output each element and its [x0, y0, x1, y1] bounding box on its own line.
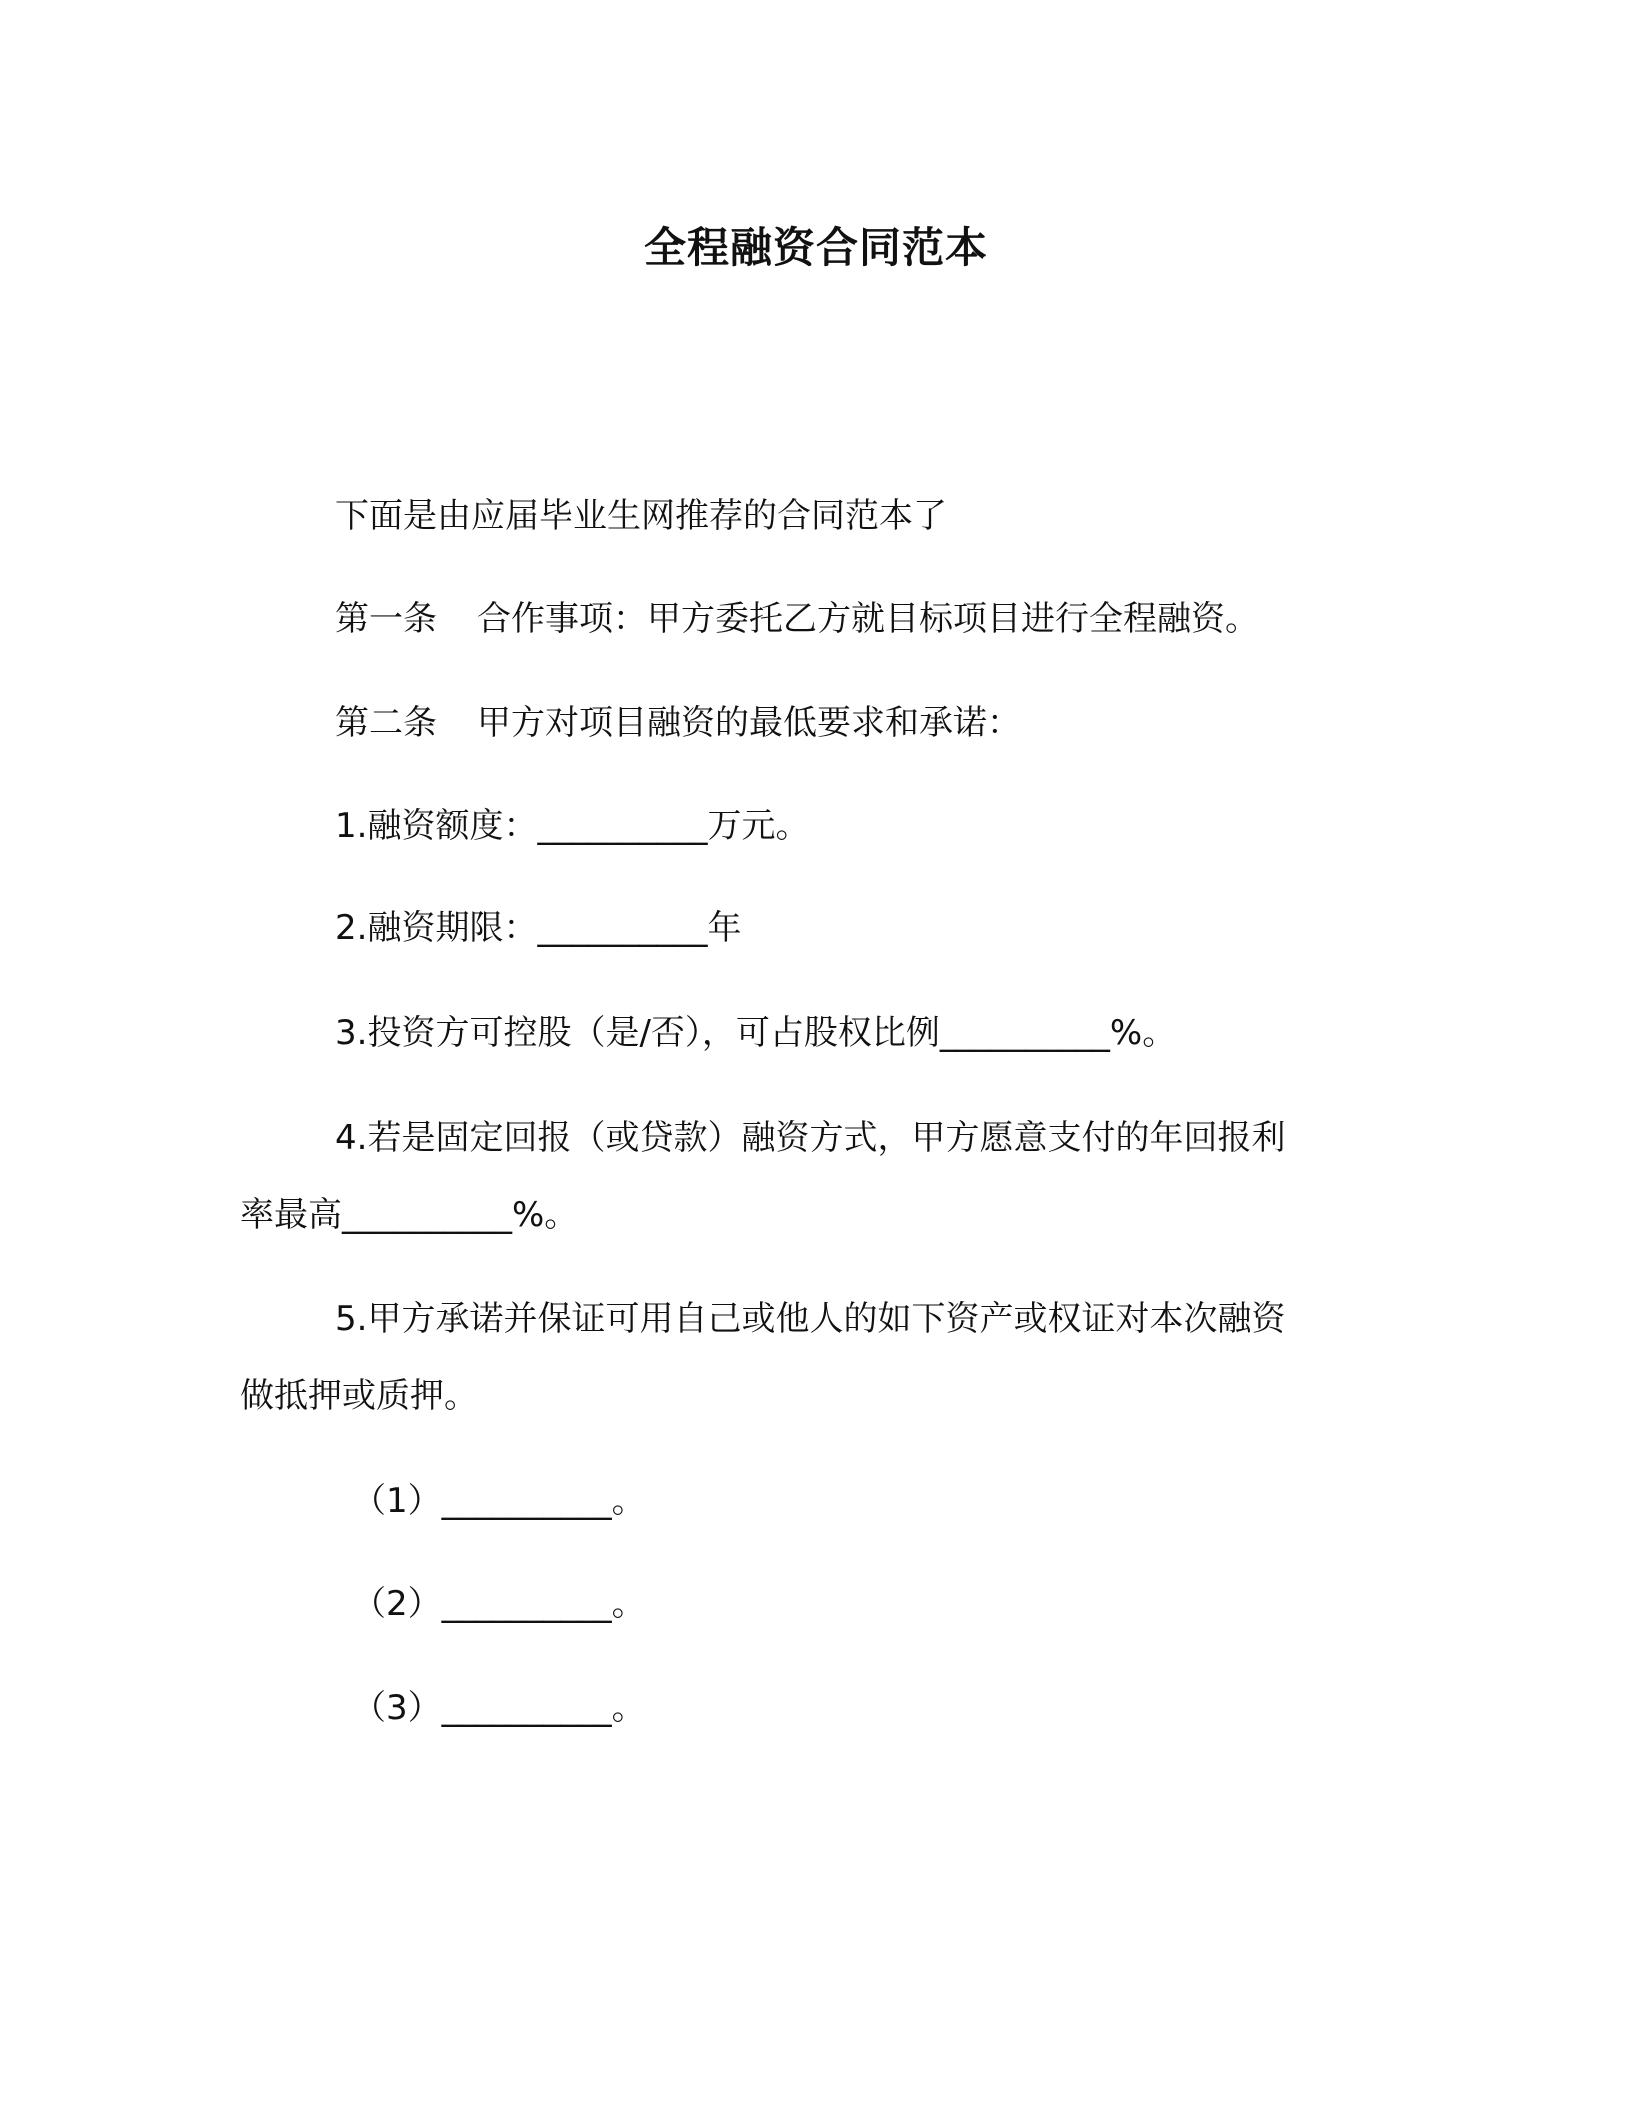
article-2-label: 第二条 [335, 703, 437, 743]
item-3-equity-ratio: 3.投资方可控股（是/否），可占股权比例__________%。 [335, 1013, 1177, 1053]
document-title: 全程融资合同范本 [643, 223, 988, 272]
intro-line: 下面是由应届毕业生网推荐的合同范本了 [335, 496, 947, 536]
article-2 [335, 698, 1021, 748]
article-1-text: 合作事项：甲方委托乙方就目标项目进行全程融资。 [477, 599, 1259, 639]
item-1-financing-amount: 1.融资额度：__________万元。 [335, 806, 810, 846]
sub-item-1: （1）__________。 [352, 1481, 646, 1521]
item-2-financing-term: 2.融资期限：__________年 [335, 908, 742, 948]
article-1-label: 第一条 [335, 599, 437, 639]
item-5-line-1: 5.甲方承诺并保证可用自己或他人的如下资产或权证对本次融资 [335, 1299, 1286, 1339]
item-5-line-2: 做抵押或质押。 [240, 1376, 478, 1416]
item-4-line-2: 率最高__________%。 [240, 1195, 579, 1235]
item-4-line-1: 4.若是固定回报（或贷款）融资方式，甲方愿意支付的年回报利 [335, 1118, 1286, 1158]
sub-item-3: （3）__________。 [352, 1688, 646, 1728]
sub-item-2: （2）__________。 [352, 1584, 646, 1624]
article-1 [335, 594, 1259, 644]
article-2-text: 甲方对项目融资的最低要求和承诺： [477, 703, 1021, 743]
